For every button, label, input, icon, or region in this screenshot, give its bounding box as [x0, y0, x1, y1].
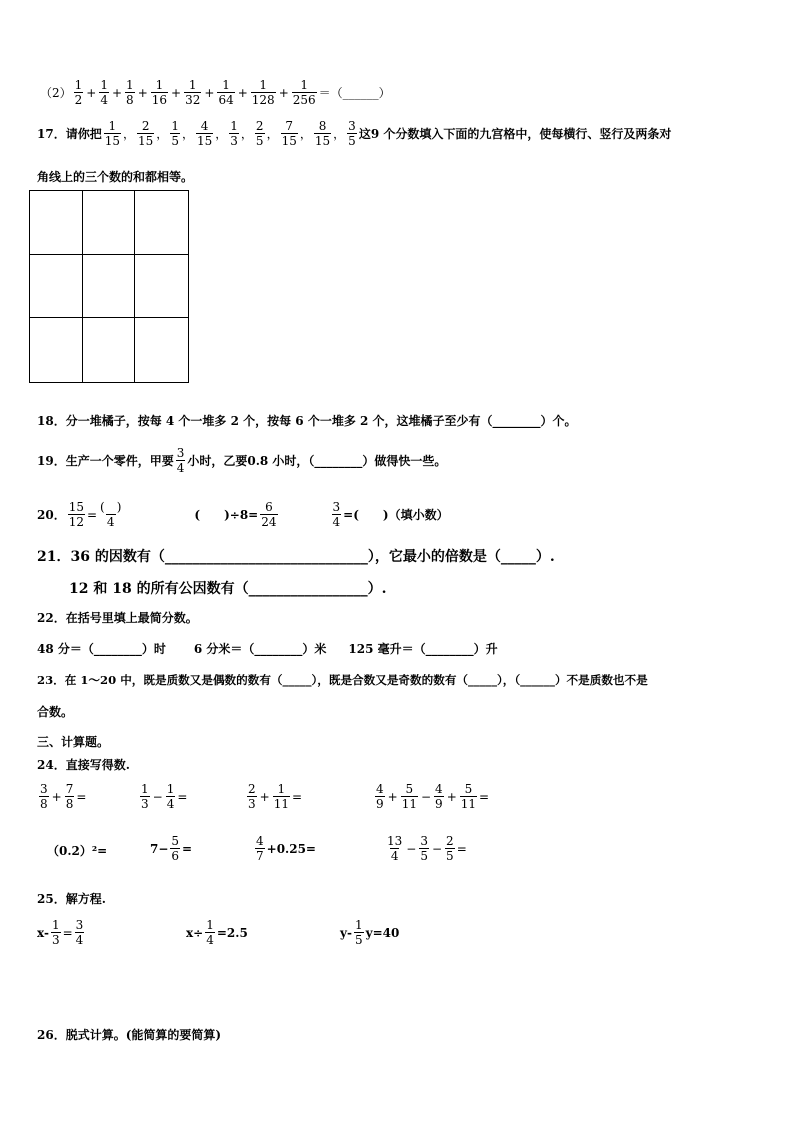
q26: 26．脱式计算。(能简算的要简算) — [37, 1028, 222, 1042]
q20-fraction-a: $\frac{15}{12}$ — [68, 500, 84, 529]
q22-item: 48 分＝（________）时 — [37, 642, 166, 656]
q24-row2-expr4: $\frac{13}{4}$ − $\frac{3}{5}$ − $\frac{2}{5}$ = — [387, 834, 467, 863]
grid-cell[interactable] — [30, 318, 83, 382]
q20: 20． $\frac{15}{12}$ = $\frac{( )}{4}$ ( )÷8= $\frac{6}{24}$ $\frac{3}{4}$ =( )（填小数） — [37, 500, 449, 529]
grid-cell[interactable] — [30, 255, 83, 319]
grid-cell[interactable] — [83, 191, 136, 255]
fraction: $\frac{4}{15}$ — [196, 119, 213, 148]
comma: ， — [181, 127, 194, 141]
plus-sign: + — [171, 85, 182, 100]
q24-row2-expr1: （0.2）²= — [47, 844, 108, 858]
q24-row1-expr1: $\frac{3}{8}$ + $\frac{7}{8}$ = — [40, 782, 87, 811]
q19: 19．生产一个零件，甲要 $\frac{3}{4}$ 小时，乙要0.8 小时，（________）做得快一些。 — [37, 446, 447, 475]
q24-row1-expr3: $\frac{2}{3}$ + $\frac{1}{11}$ = — [248, 782, 303, 811]
q16-fraction-sum — [72, 78, 319, 107]
fraction: $\frac{1}{3}$ — [230, 119, 238, 148]
fraction: $\frac{2}{5}$ — [255, 119, 264, 148]
magic-square-grid — [29, 190, 189, 383]
q24-title: 24．直接写得数. — [37, 758, 130, 772]
comma: ， — [215, 127, 228, 141]
fraction: $\frac{2}{15}$ — [138, 119, 154, 148]
fraction: $\frac{1}{5}$ — [171, 119, 179, 148]
grid-cell[interactable] — [83, 318, 136, 382]
grid-cell[interactable] — [30, 191, 83, 255]
grid-cell[interactable] — [135, 255, 188, 319]
q24-row1-expr2: $\frac{1}{3}$ − $\frac{1}{4}$ = — [141, 782, 188, 811]
q24-row2-expr2: 7− $\frac{5}{6}$ = — [150, 834, 193, 863]
q25-eq3: y- $\frac{1}{5}$ y=40 — [340, 918, 400, 947]
q17-fraction-list — [102, 119, 359, 148]
q25-title: 25．解方程. — [37, 892, 106, 906]
q20-fraction-b: $\frac{( )}{4}$ — [100, 500, 122, 529]
q17-line2: 角线上的三个数的和都相等。 — [37, 170, 194, 184]
q21-line1: 21．36 的因数有（_____________________________），它最小的倍数是（_____）. — [37, 549, 555, 565]
q21-line2: 12 和 18 的所有公因数有（_________________）. — [69, 581, 387, 597]
comma: ， — [266, 127, 279, 141]
fraction: $\frac{1}{2}$ — [74, 78, 83, 107]
q22-title: 22．在括号里填上最简分数。 — [37, 611, 198, 625]
fraction: $\frac{8}{15}$ — [314, 119, 331, 148]
grid-cell[interactable] — [135, 318, 188, 382]
q23-line2: 合数。 — [37, 705, 74, 719]
plus-sign: + — [137, 85, 148, 100]
q19-fraction: $\frac{3}{4}$ — [176, 446, 185, 475]
fraction: $\frac{1}{128}$ — [251, 78, 275, 107]
q18: 18．分一堆橘子，按每 4 个一堆多 2 个，按每 6 个一堆多 2 个，这堆橘子至少有（________）个。 — [37, 414, 577, 428]
grid-cell[interactable] — [83, 255, 136, 319]
q22-item: 6 分米＝（________）米 — [193, 642, 327, 656]
comma: ， — [123, 127, 136, 141]
fraction: $\frac{1}{32}$ — [185, 78, 201, 107]
q25-eq2: x÷ $\frac{1}{4}$ =2.5 — [186, 918, 248, 947]
fraction: $\frac{3}{5}$ — [348, 119, 356, 148]
q16-part2: （2） $\frac{1}{2}$ + $\frac{1}{4}$ + $\frac{1}{8}$ + $\frac{1}{16}$ + $\frac{1}{32}$ + $\frac{1}{64}$ + $\frac{1}{128}$ + $\frac{1}{256}$ ＝（______） — [40, 78, 391, 107]
q20-fraction-c: $\frac{6}{24}$ — [261, 500, 277, 529]
fraction: $\frac{1}{256}$ — [292, 78, 316, 107]
comma: ， — [299, 127, 312, 141]
plus-sign: + — [111, 85, 123, 100]
q17-line1: 17． 请你把 $\frac{1}{15}$ ， $\frac{2}{15}$ ， $\frac{1}{5}$ ， $\frac{4}{15}$ ， $\frac{1}{3}$ ， $\frac{2}{5}$ ， $\frac{7}{15}$ ， $\frac{8}{15}$ ， $\frac{3}{5}$ 这9 个分数填入下面的九宫格中，使每横行、竖行及两条对 — [37, 119, 672, 148]
fraction: $\frac{1}{8}$ — [126, 78, 134, 107]
fraction: $\frac{1}{15}$ — [104, 119, 120, 148]
comma: ， — [333, 127, 346, 141]
section-3-heading: 三、计算题。 — [37, 735, 110, 749]
fraction: $\frac{1}{64}$ — [218, 78, 234, 107]
q24-row2-expr3: $\frac{4}{7}$ +0.25= — [256, 834, 316, 863]
q20-fraction-d: $\frac{3}{4}$ — [332, 500, 341, 529]
plus-sign: + — [86, 85, 97, 100]
q25-eq1: x- $\frac{1}{3}$ = $\frac{3}{4}$ — [37, 918, 84, 947]
fraction: $\frac{1}{16}$ — [151, 78, 168, 107]
fraction: $\frac{7}{15}$ — [281, 119, 297, 148]
q22-item: 125 毫升＝（________）升 — [348, 642, 498, 656]
fraction: $\frac{1}{4}$ — [100, 78, 108, 107]
q23-line1: 23．在 1～20 中，既是质数又是偶数的数有（_____），既是合数又是奇数的数有（_____），（______）不是质数也不是 — [37, 673, 648, 687]
comma: ， — [240, 127, 253, 141]
plus-sign: + — [204, 85, 215, 100]
q24-row1-expr4: $\frac{4}{9}$ + $\frac{5}{11}$ − $\frac{4}{9}$ + $\frac{5}{11}$ = — [376, 782, 490, 811]
comma: ， — [156, 127, 169, 141]
plus-sign: + — [237, 85, 248, 100]
q22-items — [37, 640, 498, 657]
plus-sign: + — [278, 85, 289, 100]
grid-cell[interactable] — [135, 191, 188, 255]
